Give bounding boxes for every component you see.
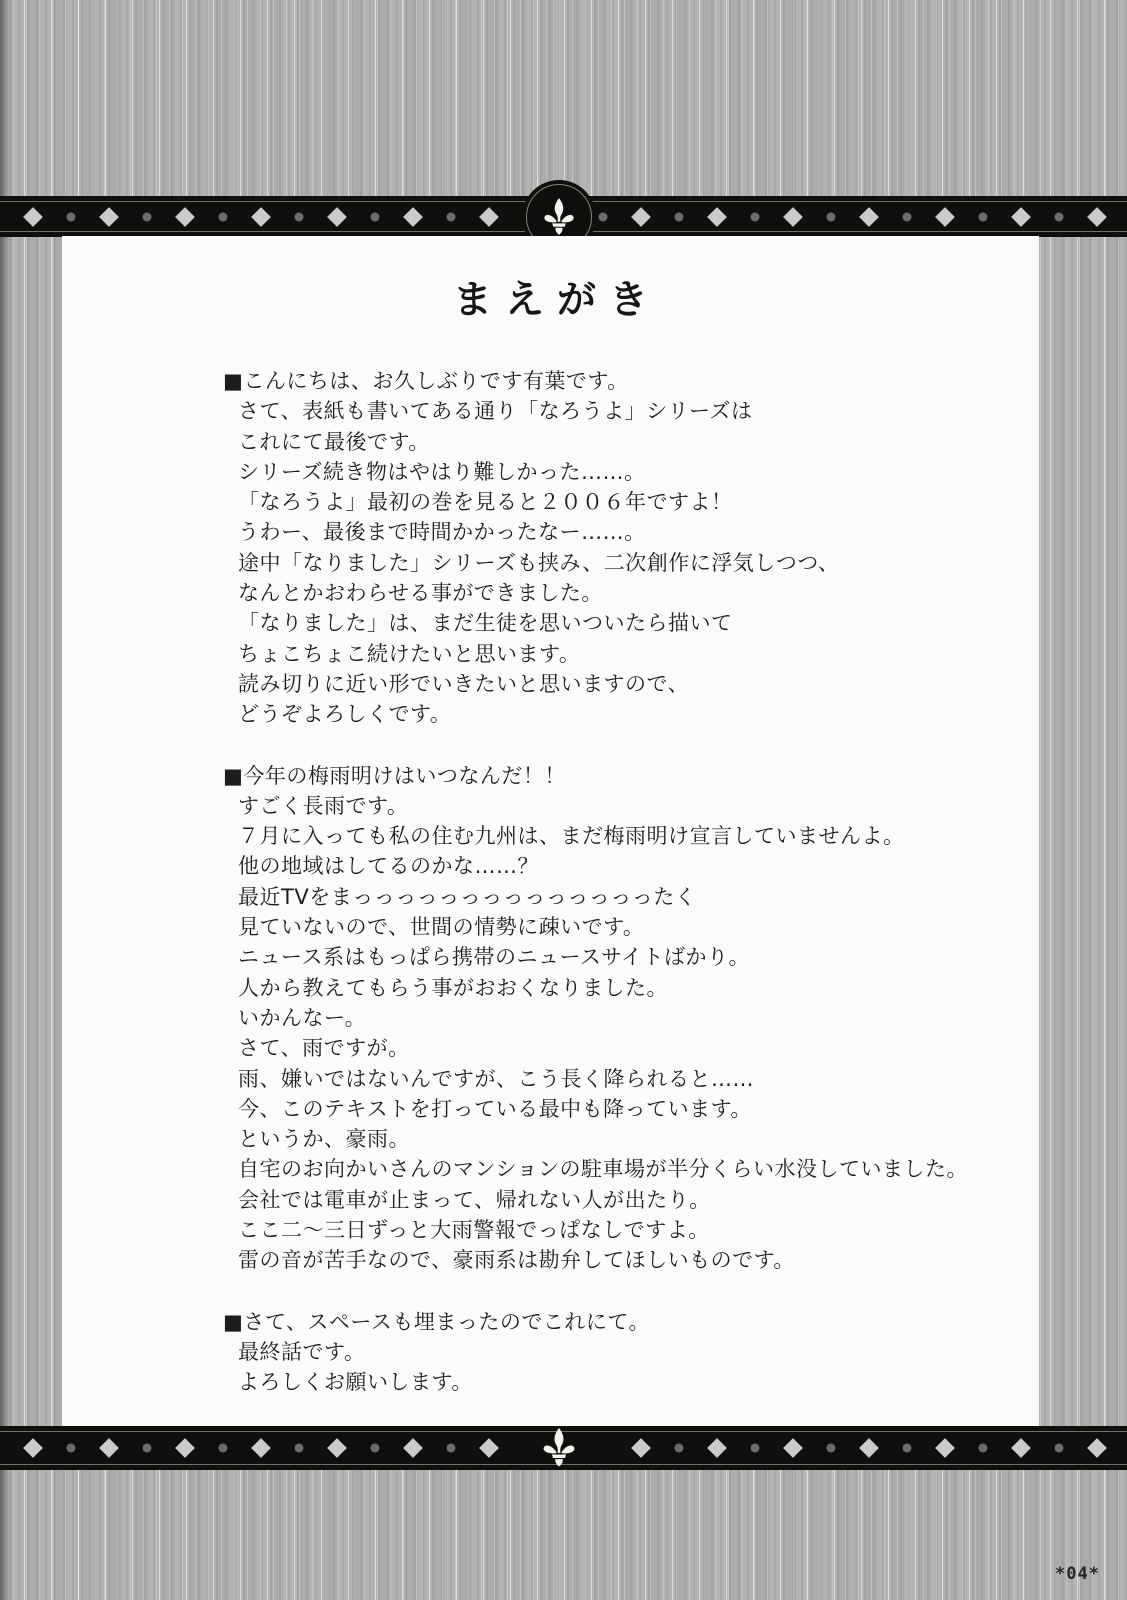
text-line: いかんなー。: [238, 1005, 367, 1030]
dot-ornament-icon: [295, 1444, 304, 1453]
dot-ornament-icon: [447, 1444, 456, 1453]
body-text: [223, 366, 1023, 1398]
paragraph: [223, 761, 1023, 1276]
text-line: 見ていないので、世間の情勢に疎いです。: [238, 915, 645, 940]
dot-ornament-icon: [903, 212, 912, 221]
text-line: なんとかおわらせる事ができました。: [238, 581, 603, 606]
dot-ornament-icon: [295, 212, 304, 221]
text-line: さて、雨ですが。: [238, 1036, 410, 1061]
dot-ornament-icon: [219, 212, 228, 221]
dot-ornament-icon: [1055, 1444, 1064, 1453]
text-line: すごく長雨です。: [238, 793, 409, 818]
dot-ornament-icon: [827, 212, 836, 221]
text-line: 他の地域はしてるのかな……？: [238, 854, 539, 879]
dot-ornament-icon: [371, 212, 380, 221]
text-line: うわー、最後まで時間かかったなー……。: [238, 520, 646, 545]
dot-ornament-icon: [447, 212, 456, 221]
text-line: ちょこちょこ続けたいと思います。: [238, 641, 581, 666]
content-panel: [62, 236, 1039, 1426]
text-line: 人から教えてもらう事がおおくなりました。: [238, 975, 668, 1000]
text-line: 読み切りに近い形でいきたいと思いますので、: [238, 671, 690, 696]
dot-ornament-icon: [979, 1444, 988, 1453]
text-line: 雨、嫌いではないんですが、こう長く降られると……: [238, 1066, 754, 1091]
text-line: どうぞよろしくです。: [238, 702, 452, 727]
dot-ornament-icon: [219, 1444, 228, 1453]
dot-ornament-icon: [1055, 212, 1064, 221]
dot-ornament-icon: [675, 1444, 684, 1453]
dot-ornament-icon: [827, 1444, 836, 1453]
text-line: シリーズ続き物はやはり難しかった……。: [238, 459, 646, 484]
text-line: ニュース系はもっぱら携帯のニュースサイトばかり。: [238, 945, 751, 970]
dot-ornament-icon: [751, 212, 760, 221]
scan-left-edge-shadow: [0, 0, 9, 1600]
dot-ornament-icon: [371, 1444, 380, 1453]
text-line: 「なろうよ」最初の巻を見ると２００６年ですよ！: [238, 490, 733, 515]
text-line: よろしくお願いします。: [238, 1370, 473, 1395]
dot-ornament-icon: [675, 212, 684, 221]
text-line: 自宅のお向かいさんのマンションの駐車場が半分くらい水没していました。: [238, 1157, 969, 1182]
text-line: これにて最後です。: [238, 429, 430, 454]
text-line: 「なりました」は、まだ生徒を思いついたら描いて: [238, 611, 733, 636]
fleur-de-lis-icon: [543, 197, 575, 235]
text-line: 最終話です。: [238, 1339, 366, 1364]
dot-ornament-icon: [751, 1444, 760, 1453]
dot-ornament-icon: [143, 1444, 152, 1453]
paragraph: [223, 1307, 1023, 1398]
text-line: ここ二〜三日ずっと大雨警報でっぱなしですよ。: [238, 1218, 710, 1243]
text-line: 途中「なりました」シリーズも挟み、二次創作に浮気しつつ、: [238, 550, 840, 575]
text-line: 雷の音が苦手なので、豪雨系は勘弁してほしいものです。: [238, 1248, 795, 1273]
text-line: 会社では電車が止まって、帰れない人が出たり。: [238, 1187, 711, 1212]
text-line: ■さて、スペースも埋まったのでこれにて。: [223, 1309, 650, 1334]
paragraph: [223, 366, 1023, 730]
dot-ornament-icon: [67, 1444, 76, 1453]
fleur-de-lis-icon: [542, 1427, 576, 1467]
dot-ornament-icon: [143, 212, 152, 221]
text-line: ■こんにちは、お久しぶりです有葉です。: [223, 369, 629, 393]
text-line: というか、豪雨。: [238, 1127, 410, 1152]
dot-ornament-icon: [903, 1444, 912, 1453]
dot-ornament-icon: [599, 212, 608, 221]
page-title: まえがき: [452, 278, 661, 323]
text-line: ■今年の梅雨明けはいつなんだ！！: [223, 763, 566, 788]
text-line: 今、このテキストを打っている最中も降っています。: [238, 1096, 752, 1121]
dot-ornament-icon: [979, 212, 988, 221]
text-line: さて、表紙も書いてある通り「なろうよ」シリーズは: [238, 399, 753, 424]
dot-ornament-icon: [67, 212, 76, 221]
text-line: 最近TVをまっっっっっっっっっっっっっったく: [238, 884, 697, 909]
page-number: *04*: [1055, 1564, 1100, 1584]
text-line: ７月に入っても私の住む九州は、まだ梅雨明け宣言していませんよ。: [238, 824, 905, 849]
